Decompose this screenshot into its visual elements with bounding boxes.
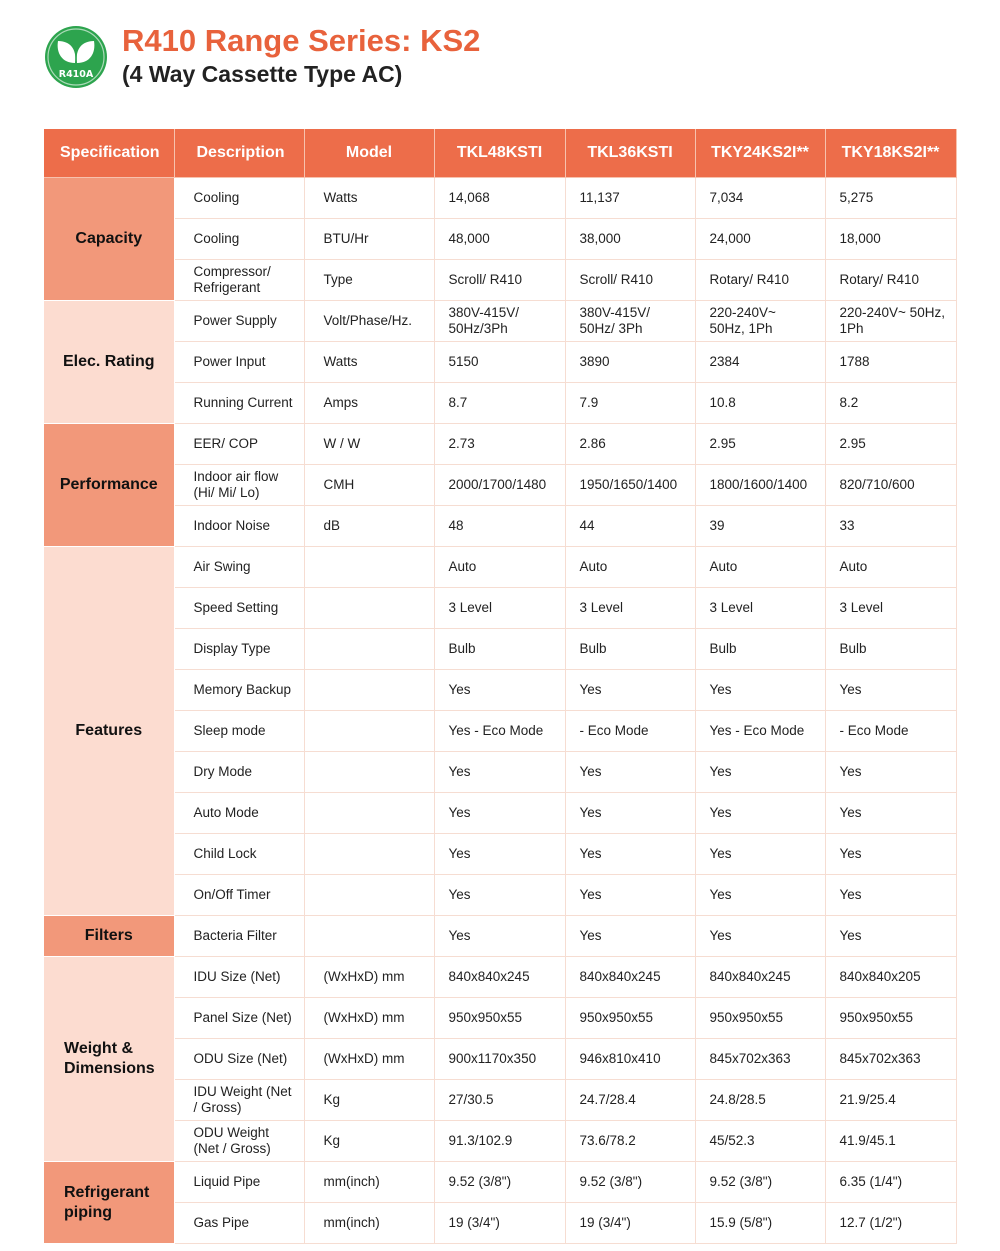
value-cell: 840x840x245 bbox=[434, 957, 565, 998]
value-cell: 24.8/28.5 bbox=[695, 1080, 825, 1121]
table-row bbox=[44, 1080, 956, 1121]
description-cell: Compressor/ Refrigerant bbox=[174, 260, 304, 301]
unit-cell bbox=[304, 875, 434, 916]
unit-cell: (WxHxD) mm bbox=[304, 998, 434, 1039]
unit-cell: (WxHxD) mm bbox=[304, 1039, 434, 1080]
value-cell: Yes bbox=[565, 834, 695, 875]
value-cell: 2.95 bbox=[695, 424, 825, 465]
value-cell: Bulb bbox=[565, 629, 695, 670]
value-cell: 946x810x410 bbox=[565, 1039, 695, 1080]
value-cell: 27/30.5 bbox=[434, 1080, 565, 1121]
unit-cell: Watts bbox=[304, 178, 434, 219]
value-cell: Yes - Eco Mode bbox=[434, 711, 565, 752]
description-cell: Sleep mode bbox=[174, 711, 304, 752]
value-cell: 9.52 (3/8") bbox=[565, 1162, 695, 1203]
table-row bbox=[44, 219, 956, 260]
value-cell: 24,000 bbox=[695, 219, 825, 260]
table-row bbox=[44, 629, 956, 670]
value-cell: Yes bbox=[565, 916, 695, 957]
table-row bbox=[44, 916, 956, 957]
value-cell: 45/52.3 bbox=[695, 1121, 825, 1162]
unit-cell: W / W bbox=[304, 424, 434, 465]
value-cell: Yes bbox=[825, 875, 956, 916]
description-cell: Running Current bbox=[174, 383, 304, 424]
value-cell: 840x840x245 bbox=[565, 957, 695, 998]
description-cell: ODU Weight (Net / Gross) bbox=[174, 1121, 304, 1162]
value-cell: 950x950x55 bbox=[565, 998, 695, 1039]
value-cell: Bulb bbox=[695, 629, 825, 670]
unit-cell bbox=[304, 711, 434, 752]
value-cell: 73.6/78.2 bbox=[565, 1121, 695, 1162]
value-cell: Yes bbox=[825, 752, 956, 793]
value-cell: Yes bbox=[825, 670, 956, 711]
table-row bbox=[44, 834, 956, 875]
value-cell: Yes bbox=[695, 793, 825, 834]
value-cell: 91.3/102.9 bbox=[434, 1121, 565, 1162]
value-cell: 5150 bbox=[434, 342, 565, 383]
description-cell: Panel Size (Net) bbox=[174, 998, 304, 1039]
value-cell: 840x840x205 bbox=[825, 957, 956, 998]
page-title: R410 Range Series: KS2 bbox=[122, 23, 481, 58]
value-cell: 900x1170x350 bbox=[434, 1039, 565, 1080]
table-row bbox=[44, 752, 956, 793]
value-cell: 6.35 (1/4") bbox=[825, 1162, 956, 1203]
unit-cell bbox=[304, 670, 434, 711]
value-cell: 380V-415V/ 50Hz/3Ph bbox=[434, 301, 565, 342]
unit-cell: Amps bbox=[304, 383, 434, 424]
description-cell: Child Lock bbox=[174, 834, 304, 875]
table-row bbox=[44, 465, 956, 506]
table-row bbox=[44, 383, 956, 424]
description-cell: Power Input bbox=[174, 342, 304, 383]
description-cell: Dry Mode bbox=[174, 752, 304, 793]
unit-cell: Kg bbox=[304, 1080, 434, 1121]
value-cell: Yes bbox=[565, 875, 695, 916]
value-cell: 2384 bbox=[695, 342, 825, 383]
value-cell: 8.2 bbox=[825, 383, 956, 424]
value-cell: 15.9 (5/8") bbox=[695, 1203, 825, 1244]
description-cell: Bacteria Filter bbox=[174, 916, 304, 957]
value-cell: Yes - Eco Mode bbox=[695, 711, 825, 752]
value-cell: Rotary/ R410 bbox=[825, 260, 956, 301]
value-cell: Yes bbox=[565, 752, 695, 793]
column-header: Model bbox=[304, 129, 434, 178]
unit-cell: Volt/Phase/Hz. bbox=[304, 301, 434, 342]
group-label: Weight & Dimensions bbox=[44, 957, 174, 1162]
value-cell: 14,068 bbox=[434, 178, 565, 219]
table-row bbox=[44, 1039, 956, 1080]
group-label: Filters bbox=[44, 916, 174, 957]
value-cell: 19 (3/4") bbox=[434, 1203, 565, 1244]
table-row bbox=[44, 998, 956, 1039]
description-cell: Cooling bbox=[174, 178, 304, 219]
value-cell: Yes bbox=[695, 834, 825, 875]
value-cell: 3 Level bbox=[825, 588, 956, 629]
value-cell: 950x950x55 bbox=[695, 998, 825, 1039]
value-cell: Yes bbox=[434, 670, 565, 711]
value-cell: Yes bbox=[434, 793, 565, 834]
value-cell: Auto bbox=[695, 547, 825, 588]
value-cell: 2.95 bbox=[825, 424, 956, 465]
page-header bbox=[44, 22, 944, 92]
unit-cell: Type bbox=[304, 260, 434, 301]
value-cell: 220-240V~ 50Hz, 1Ph bbox=[825, 301, 956, 342]
unit-cell: Watts bbox=[304, 342, 434, 383]
description-cell: Indoor Noise bbox=[174, 506, 304, 547]
value-cell: 2000/1700/1480 bbox=[434, 465, 565, 506]
value-cell: Yes bbox=[434, 875, 565, 916]
value-cell: Yes bbox=[565, 793, 695, 834]
description-cell: Power Supply bbox=[174, 301, 304, 342]
table-row bbox=[44, 1121, 956, 1162]
value-cell: 845x702x363 bbox=[825, 1039, 956, 1080]
description-cell: Air Swing bbox=[174, 547, 304, 588]
value-cell: 33 bbox=[825, 506, 956, 547]
value-cell: Bulb bbox=[434, 629, 565, 670]
value-cell: Yes bbox=[565, 670, 695, 711]
value-cell: 7.9 bbox=[565, 383, 695, 424]
unit-cell: Kg bbox=[304, 1121, 434, 1162]
value-cell: 18,000 bbox=[825, 219, 956, 260]
value-cell: Auto bbox=[565, 547, 695, 588]
table-row bbox=[44, 793, 956, 834]
value-cell: Scroll/ R410 bbox=[434, 260, 565, 301]
unit-cell bbox=[304, 629, 434, 670]
unit-cell bbox=[304, 834, 434, 875]
value-cell: 1800/1600/1400 bbox=[695, 465, 825, 506]
value-cell: Rotary/ R410 bbox=[695, 260, 825, 301]
description-cell: Auto Mode bbox=[174, 793, 304, 834]
value-cell: 1788 bbox=[825, 342, 956, 383]
description-cell: IDU Weight (Net / Gross) bbox=[174, 1080, 304, 1121]
column-header: TKL36KSTI bbox=[565, 129, 695, 178]
value-cell: Scroll/ R410 bbox=[565, 260, 695, 301]
spec-table bbox=[44, 129, 957, 1244]
value-cell: Yes bbox=[695, 670, 825, 711]
group-label: Performance bbox=[44, 424, 174, 547]
value-cell: 1950/1650/1400 bbox=[565, 465, 695, 506]
value-cell: 2.86 bbox=[565, 424, 695, 465]
value-cell: 41.9/45.1 bbox=[825, 1121, 956, 1162]
column-header: Description bbox=[174, 129, 304, 178]
value-cell: 48,000 bbox=[434, 219, 565, 260]
value-cell: 48 bbox=[434, 506, 565, 547]
value-cell: Bulb bbox=[825, 629, 956, 670]
value-cell: 10.8 bbox=[695, 383, 825, 424]
value-cell: 3890 bbox=[565, 342, 695, 383]
table-row bbox=[44, 875, 956, 916]
group-label: Features bbox=[44, 547, 174, 916]
description-cell: EER/ COP bbox=[174, 424, 304, 465]
unit-cell bbox=[304, 547, 434, 588]
group-label: Capacity bbox=[44, 178, 174, 301]
description-cell: Indoor air flow (Hi/ Mi/ Lo) bbox=[174, 465, 304, 506]
page-subtitle: (4 Way Cassette Type AC) bbox=[122, 61, 403, 87]
group-label: Elec. Rating bbox=[44, 301, 174, 424]
value-cell: 24.7/28.4 bbox=[565, 1080, 695, 1121]
value-cell: 220-240V~ 50Hz, 1Ph bbox=[695, 301, 825, 342]
description-cell: ODU Size (Net) bbox=[174, 1039, 304, 1080]
unit-cell bbox=[304, 752, 434, 793]
table-row bbox=[44, 1203, 956, 1244]
table-row bbox=[44, 342, 956, 383]
value-cell: Yes bbox=[695, 875, 825, 916]
table-row bbox=[44, 670, 956, 711]
description-cell: Liquid Pipe bbox=[174, 1162, 304, 1203]
value-cell: 7,034 bbox=[695, 178, 825, 219]
value-cell: 5,275 bbox=[825, 178, 956, 219]
description-cell: Display Type bbox=[174, 629, 304, 670]
value-cell: - Eco Mode bbox=[825, 711, 956, 752]
value-cell: 3 Level bbox=[695, 588, 825, 629]
value-cell: 19 (3/4") bbox=[565, 1203, 695, 1244]
title-block bbox=[122, 22, 480, 88]
group-label: Refrigerant piping bbox=[44, 1162, 174, 1244]
value-cell: Yes bbox=[695, 916, 825, 957]
column-header: TKY24KS2I** bbox=[695, 129, 825, 178]
value-cell: Yes bbox=[434, 834, 565, 875]
table-row bbox=[44, 301, 956, 342]
table-row bbox=[44, 506, 956, 547]
leaf-icon bbox=[44, 25, 108, 89]
description-cell: IDU Size (Net) bbox=[174, 957, 304, 998]
value-cell: 840x840x245 bbox=[695, 957, 825, 998]
value-cell: 21.9/25.4 bbox=[825, 1080, 956, 1121]
value-cell: 950x950x55 bbox=[825, 998, 956, 1039]
table-header-row bbox=[44, 129, 956, 178]
unit-cell: mm(inch) bbox=[304, 1203, 434, 1244]
value-cell: Yes bbox=[825, 834, 956, 875]
table-row bbox=[44, 260, 956, 301]
value-cell: Yes bbox=[825, 793, 956, 834]
table-row bbox=[44, 957, 956, 998]
table-row bbox=[44, 547, 956, 588]
table-row bbox=[44, 711, 956, 752]
value-cell: 9.52 (3/8") bbox=[695, 1162, 825, 1203]
unit-cell bbox=[304, 588, 434, 629]
unit-cell: mm(inch) bbox=[304, 1162, 434, 1203]
value-cell: 3 Level bbox=[434, 588, 565, 629]
description-cell: Cooling bbox=[174, 219, 304, 260]
value-cell: 12.7 (1/2") bbox=[825, 1203, 956, 1244]
column-header: Specification bbox=[44, 129, 174, 178]
value-cell: 845x702x363 bbox=[695, 1039, 825, 1080]
value-cell: 44 bbox=[565, 506, 695, 547]
value-cell: - Eco Mode bbox=[565, 711, 695, 752]
value-cell: Auto bbox=[434, 547, 565, 588]
value-cell: 3 Level bbox=[565, 588, 695, 629]
value-cell: Yes bbox=[695, 752, 825, 793]
value-cell: 38,000 bbox=[565, 219, 695, 260]
column-header: TKY18KS2I** bbox=[825, 129, 956, 178]
logo-text: R410A bbox=[58, 69, 94, 80]
value-cell: 950x950x55 bbox=[434, 998, 565, 1039]
column-header: TKL48KSTI bbox=[434, 129, 565, 178]
value-cell: 380V-415V/ 50Hz/ 3Ph bbox=[565, 301, 695, 342]
table-row bbox=[44, 1162, 956, 1203]
table-row bbox=[44, 588, 956, 629]
description-cell: Memory Backup bbox=[174, 670, 304, 711]
value-cell: 11,137 bbox=[565, 178, 695, 219]
value-cell: 2.73 bbox=[434, 424, 565, 465]
unit-cell bbox=[304, 916, 434, 957]
table-body bbox=[44, 178, 956, 1244]
value-cell: 39 bbox=[695, 506, 825, 547]
value-cell: Yes bbox=[434, 916, 565, 957]
value-cell: Auto bbox=[825, 547, 956, 588]
value-cell: Yes bbox=[434, 752, 565, 793]
description-cell: On/Off Timer bbox=[174, 875, 304, 916]
description-cell: Gas Pipe bbox=[174, 1203, 304, 1244]
unit-cell bbox=[304, 793, 434, 834]
unit-cell: BTU/Hr bbox=[304, 219, 434, 260]
unit-cell: (WxHxD) mm bbox=[304, 957, 434, 998]
table-row bbox=[44, 178, 956, 219]
table-row bbox=[44, 424, 956, 465]
value-cell: Yes bbox=[825, 916, 956, 957]
value-cell: 8.7 bbox=[434, 383, 565, 424]
description-cell: Speed Setting bbox=[174, 588, 304, 629]
unit-cell: dB bbox=[304, 506, 434, 547]
unit-cell: CMH bbox=[304, 465, 434, 506]
value-cell: 820/710/600 bbox=[825, 465, 956, 506]
value-cell: 9.52 (3/8") bbox=[434, 1162, 565, 1203]
